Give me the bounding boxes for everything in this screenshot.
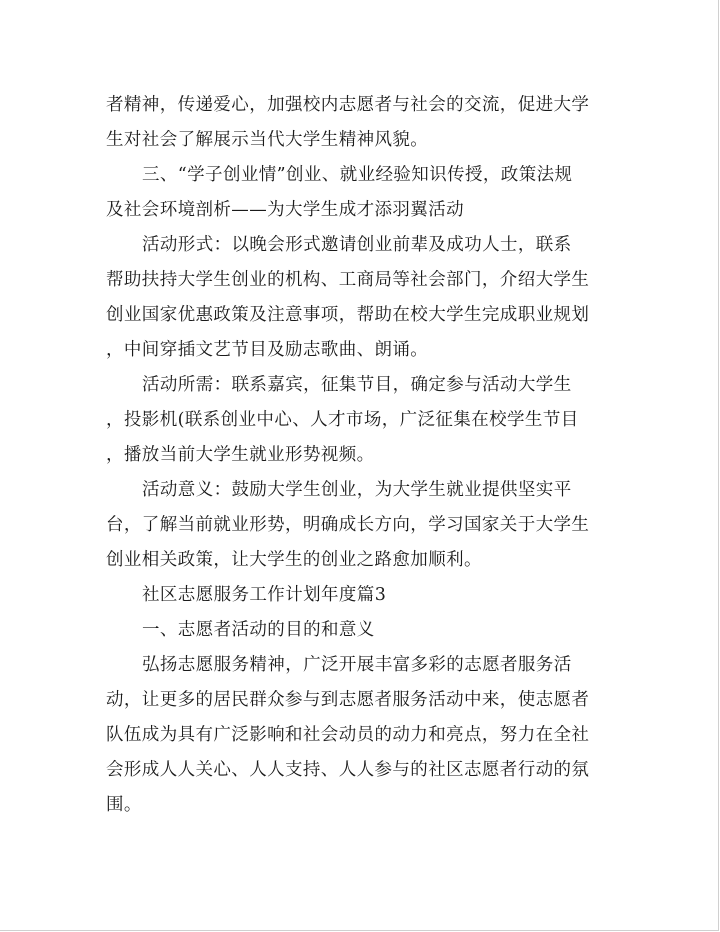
- text-line: 及社会环境剖析——为大学生成才添羽翼活动: [106, 200, 464, 220]
- text-line: ，中间穿插文艺节目及励志歌曲、朗诵。: [106, 340, 429, 360]
- text-line: 围。: [106, 795, 142, 815]
- section-heading-purpose: [106, 613, 626, 648]
- text-line: 帮助扶持大学生创业的机构、工商局等社会部门，介绍大学生: [106, 270, 590, 290]
- text-line: 生对社会了解展示当代大学生精神风貌。: [106, 130, 429, 150]
- paragraph-activity-needs: [106, 368, 626, 473]
- text-line: 队伍成为具有广泛影响和社会动员的动力和亮点，努力在全社: [106, 725, 590, 745]
- text-line: 者精神，传递爱心，加强校内志愿者与社会的交流，促进大学: [106, 95, 590, 115]
- text-line: ，投影机(联系创业中心、人才市场，广泛征集在校学生节目: [106, 410, 579, 430]
- text-line: 活动意义：鼓励大学生创业，为大学生就业提供坚实平: [142, 480, 572, 500]
- paragraph-volunteer-spirit: [106, 88, 626, 158]
- article-title-part3: [106, 578, 626, 613]
- text-line: 创业相关政策，让大学生的创业之路愈加顺利。: [106, 550, 482, 570]
- text-line: 会形成人人关心、人人支持、人人参与的社区志愿者行动的氛: [106, 760, 590, 780]
- text-line: 三、“学子创业情”创业、就业经验知识传授，政策法规: [142, 165, 573, 185]
- text-line: 动，让更多的居民群众参与到志愿者服务活动中来，使志愿者: [106, 690, 590, 710]
- paragraph-activity-form: [106, 228, 626, 368]
- text-line: 活动所需：联系嘉宾，征集节目，确定参与活动大学生: [142, 375, 572, 395]
- text-line: 创业国家优惠政策及注意事项，帮助在校大学生完成职业规划: [106, 305, 590, 325]
- text-line: 社区志愿服务工作计划年度篇3: [142, 585, 387, 605]
- text-line: 活动形式：以晚会形式邀请创业前辈及成功人士，联系: [142, 235, 572, 255]
- text-line: 台，了解当前就业形势，明确成长方向，学习国家关于大学生: [106, 515, 590, 535]
- text-line: 弘扬志愿服务精神，广泛开展丰富多彩的志愿者服务活: [142, 655, 572, 675]
- paragraph-purpose-body: [106, 648, 626, 823]
- text-line: ，播放当前大学生就业形势视频。: [106, 445, 375, 465]
- text-line: 一、志愿者活动的目的和意义: [142, 620, 375, 640]
- paragraph-activity-meaning: [106, 473, 626, 578]
- document-body: [106, 88, 626, 823]
- section-heading-entrepreneurship: [106, 158, 626, 228]
